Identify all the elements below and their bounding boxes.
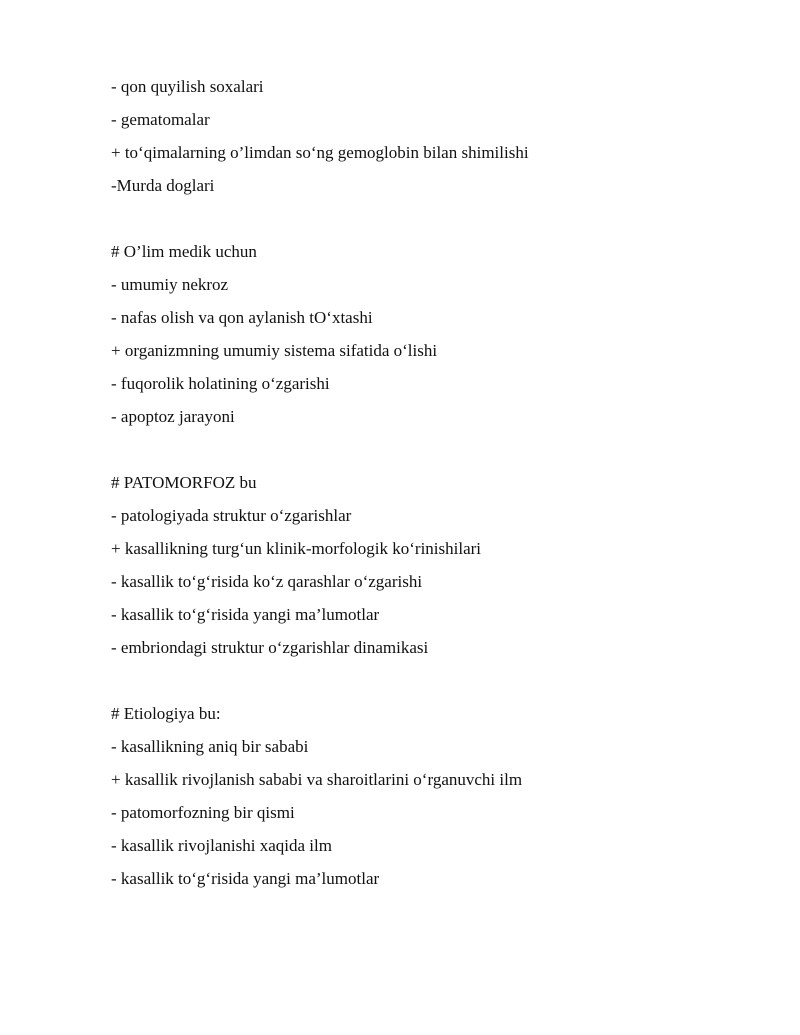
question-heading: # PATOMORFOZ bu	[111, 473, 257, 492]
answer-option: - kasallik to‘g‘risida ko‘z qarashlar o‘zgarishi	[111, 572, 423, 591]
question-block-2	[111, 235, 751, 433]
answer-option: - gematomalar	[111, 110, 210, 129]
block-spacer	[111, 433, 751, 466]
answer-option: - qon quyilish soxalari	[111, 77, 264, 96]
block-spacer	[111, 202, 751, 235]
answer-option: - fuqorolik holatining o‘zgarishi	[111, 374, 330, 393]
document-page	[111, 70, 751, 895]
answer-option: - embriondagi struktur o‘zgarishlar dinamikasi	[111, 638, 429, 657]
question-heading: # Etiologiya bu:	[111, 704, 221, 723]
answer-option: - patologiyada struktur o‘zgarishlar	[111, 506, 352, 525]
answer-option: - kasallik rivojlanishi xaqida ilm	[111, 836, 332, 855]
answer-option: - nafas olish va qon aylanish tO‘xtashi	[111, 308, 373, 327]
answer-option: - kasallikning aniq bir sababi	[111, 737, 309, 756]
correct-answer-option: + to‘qimalarning o’limdan so‘ng gemoglobin bilan shimilishi	[111, 143, 529, 162]
answer-option: - kasallik to‘g‘risida yangi ma’lumotlar	[111, 605, 380, 624]
answer-option: - kasallik to‘g‘risida yangi ma’lumotlar	[111, 869, 380, 888]
answer-option: - patomorfozning bir qismi	[111, 803, 295, 822]
question-block-1	[111, 70, 751, 202]
question-heading: # O’lim medik uchun	[111, 242, 257, 261]
correct-answer-option: + kasallikning turg‘un klinik-morfologik ko‘rinishilari	[111, 539, 482, 558]
correct-answer-option: + organizmning umumiy sistema sifatida o‘lishi	[111, 341, 438, 360]
correct-answer-option: + kasallik rivojlanish sababi va sharoitlarini o‘rganuvchi ilm	[111, 770, 523, 789]
question-block-3	[111, 466, 751, 664]
block-spacer	[111, 664, 751, 697]
answer-option: - apoptoz jarayoni	[111, 407, 235, 426]
answer-option: - umumiy nekroz	[111, 275, 229, 294]
answer-option: -Murda doglari	[111, 176, 215, 195]
question-block-4	[111, 697, 751, 895]
